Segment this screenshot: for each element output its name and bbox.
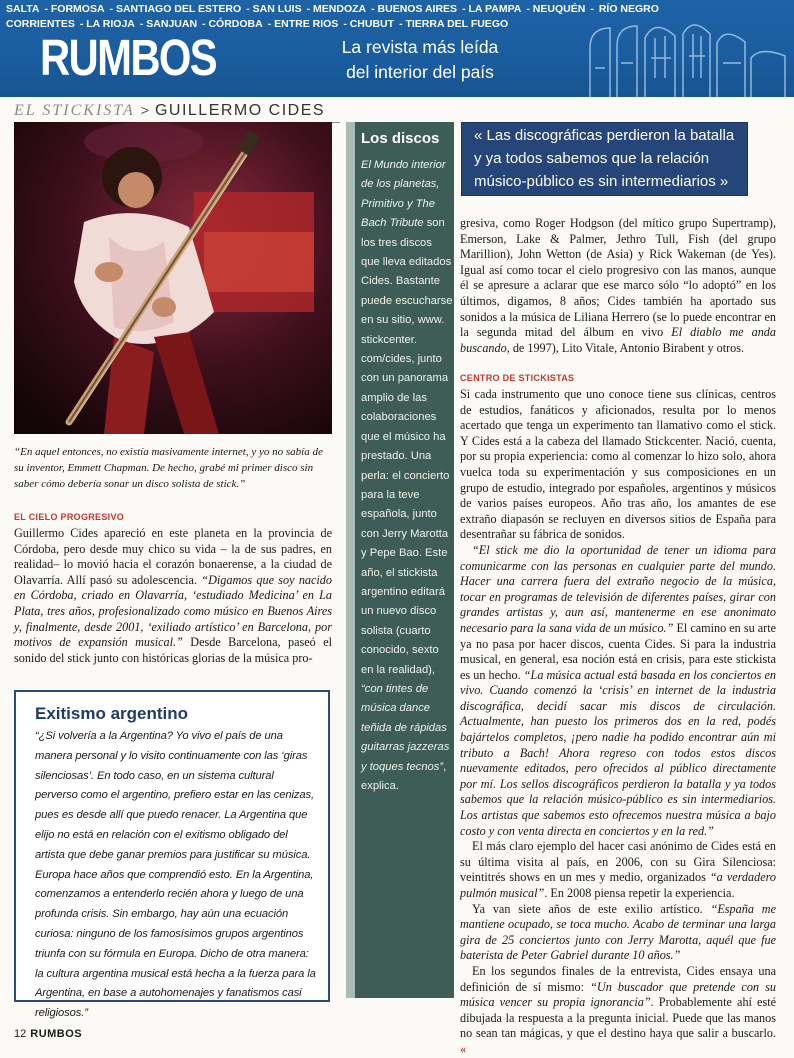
body-text: Guillermo Cides apareció en este planeta en la provincia de Córdoba, pero desde muy chico su vida – la de sus padres, en realidad– lo movió hacia el corazón bonaerense, a la ciudad de Olavarría. Allí pasó su adolescencia. [14, 526, 332, 587]
album-title: El diablo me anda buscando [460, 325, 776, 355]
discos-sidebar [346, 122, 454, 998]
pull-quote [461, 122, 748, 196]
province: RÍO NEGRO [598, 3, 659, 15]
body-text: , de 1997), Lito Vitale, Antonio Birabent y otros. [506, 340, 745, 355]
footer-magazine-name: RUMBOS [30, 1028, 83, 1040]
building-outline-graphic [585, 8, 794, 97]
section-byline [14, 102, 344, 122]
paragraph [460, 902, 776, 964]
province: CORRIENTES [6, 18, 75, 30]
musician-photo [14, 122, 332, 434]
article-title: GUILLERMO CIDES [154, 102, 326, 119]
tagline-line: La revista más leída [341, 37, 499, 57]
body-text: El camino en su arte ya no pasa por hacer discos, cuenta Cides. Si para la industria musical, en general, esa noción está en crisis, para este stickista es un hecho. [460, 620, 776, 682]
paragraph [460, 543, 776, 839]
paragraph [460, 964, 776, 1058]
province: - SANJUAN [139, 18, 198, 30]
chevron-right-icon: > [140, 102, 149, 118]
body-text: Ya van siete años de este exilio artístico. [472, 901, 711, 916]
province: - SAN LUIS [246, 3, 302, 15]
article-body [14, 526, 332, 666]
province: - [590, 3, 594, 15]
sidebar-title: Los discos [361, 130, 440, 147]
album-titles: El Mundo interior de los planetas, Primitivo y The Bach Tribute [361, 159, 446, 230]
box-title: Exitismo argentino [35, 704, 189, 723]
province: - TIERRA DEL FUEGO [399, 18, 509, 30]
province: - CÓRDOBA [202, 18, 263, 30]
province: - ENTRE RIOS [267, 18, 339, 30]
paragraph [460, 839, 776, 901]
quote-text: “El stick me dio la oportunidad de tener un idioma para comunicarme con las personas en cualquier parte del mundo. Hacer una carrera fuera del extraño negocio de la música, tocar en programas de televisión de diferentes países, girar con grandes artistas y, aun así, mantenerme en ese anonimato necesario para la sana vida de un músico.” [460, 542, 776, 635]
body-text: . En 2008 piensa repetir la experiencia. [544, 886, 735, 900]
province: - BUENOS AIRES [371, 3, 458, 15]
article-body [460, 387, 776, 1058]
section-label: EL STICKISTA [14, 102, 135, 119]
body-text: , explica. [361, 760, 447, 792]
province: - NEUQUÉN [526, 3, 586, 15]
section-heading: CENTRO DE STICKISTAS [460, 373, 575, 383]
body-text: . Probablemente ahí esté dibujada la respuesta a la pregunta inicial. Puede que las manos no sean tan mágicas, y que el destino haya que salir a buscarlo. [460, 995, 776, 1041]
masthead-banner [0, 0, 794, 97]
body-text: El más claro ejemplo del hacer casi anónimo de Cides está en su última visita al país, en 2006, con su Gira Silenciosa: veintitrés shows en un mes y medio, organizados [460, 839, 776, 885]
quote-text: “Un buscador que pretende con su música vencer su propia ignorancia” [460, 979, 776, 1010]
quote-text: “a verdadero pulmón musical” [460, 870, 777, 900]
article-body [460, 216, 776, 356]
province: - SANTIAGO DEL ESTERO [109, 3, 242, 15]
section-heading: EL CIELO PROGRESIVO [14, 512, 125, 522]
pull-quote-text: « Las discográficas perdieron la batalla y ya todos sabemos que la relación músico-público es sin intermediarios » [474, 127, 735, 190]
body-text: En los segundos finales de la entrevista, Cides ensaya una definición de sí mismo: [460, 963, 776, 994]
body-text: son los tres discos que lleva editados Cides. Bastante puede escucharse en su sitio, www. stickcenter. com/cides, junto con un panorama amplio de las colaboraciones que el músico ha prestado. Una perla: el concierto para la teve española, junto con Jerry Marotta y Pepe Bao. Este año, el stickista argentino editará un nuevo disco solista (cuarto conocido, sexto en la realidad), [361, 217, 453, 676]
province: SALTA [6, 3, 40, 15]
tagline [290, 35, 550, 85]
end-mark-icon: « [460, 1041, 467, 1056]
quote-text: “con tintes de música dance teñida de rápidas guitarras jazzeras y toques tecnos” [361, 682, 450, 773]
photo-caption: “En aquel entonces, no existía masivamente internet, y yo no sabía de su inventor, Emmett Chapman. De hecho, grabé mi primer disco sin saber cómo debería sonar un disco solista de stick.” [14, 446, 323, 490]
province: - CHUBUT [343, 18, 395, 30]
quote-text: “España me mantiene ocupado, se toca mucho. Acabo de terminar una larga gira de 25 conciertos junto con Jerry Marotta, aquél que fue baterista de Peter Gabriel durante 10 años.” [460, 901, 776, 963]
tagline-line: del interior del país [346, 62, 494, 82]
box-text: “¿Si volvería a la Argentina? Yo vivo el país de una manera personal y lo visito continuamente con las ‘giras silenciosas’. En todo caso, en un sistema cultural perverso como el argentino, prefiero estar en las cenizas, pues es desde allí que puedo renacer. La Argentina que elijo no está en relación con el exitismo obligado del artista que debe ganar premios para justificar su música. Europa hace años que comprendió esto. En la Argentina, comenzamos a entenderlo recién ahora y luego de una profunda crisis. Sin embargo, hay aún una ecuación curiosa: ninguno de los famosísimos grupos argentinos triunfa con su fórmula en Europa. Dicho de otra manera: la cultura argentina musical está hecha a la fuerza para la Argentina, en base a autohomenajes y fanatismos casi religiosos.” [35, 730, 316, 1020]
page-number: 12 [14, 1028, 27, 1040]
paragraph: Si cada instrumento que uno conoce tiene sus clínicas, centros de estudios, fanáticos y aficionados, resulta por lo menos acertado que tenga un experimento tan llamativo como el stick. Y Cides está a la cabeza del llamado Stickcenter. Nació, cuenta, por su propia experiencia: como al comenzar lo hizo solo, ahora vuelca toda su experimentación y sus composiciones en un grupo de estudio, integrado por españoles, argentinos y músicos de varios países europeos. Año tras año, los amantes de ese extraño diapasón se recluyen en diversos sitios de España para desentrañar su fábrica de sonidos. [460, 387, 776, 542]
quote-text: “Digamos que soy nacido en Córdoba, criado en Olavarría, ‘estudiado Medicina’ en La Plata, tres años, profesionalizado como músico en Buenos Aires y, finalmente, desde 2001, ‘exiliado artístico’ en Barcelona, por motivos de expansión musical.” [14, 572, 332, 650]
exitismo-box [14, 690, 330, 1020]
quote-text: “La música actual está basada en los conciertos en vivo. Cuando comenzó la ‘crisis’ en internet de la industria discográfica, decidí sacar mis discos de circulación. Actualmente, han puesto los primeros dos en la red, podés bajártelos completos, ¡pero nadie ha podido encontrar aún mi tributo a Bach! Ahora regreso con todos estos discos nuevamente editados, pero ofrecidos al público directamente por mí. Los sellos discográficos perdieron la batalla y ya todos sabemos que la relación músico-público es sin intermediarios. Los artistas que sabemos esto ofrecemos nuestra música a bajo costo y con venta directa en conciertos y en la red.” [460, 667, 776, 838]
sidebar-text [361, 156, 453, 796]
page-footer [14, 1028, 82, 1040]
province: - LA PAMPA [462, 3, 522, 15]
body-text: gresiva, como Roger Hodgson (del mítico grupo Supertramp), Emerson, Lake & Palmer, Jethro Tull, Fish (del grupo Marillion), John Wetton (de Asia) y Rick Wakeman (de Yes). Igual así como tocar el cielo progresivo con las manos, aunque él se apresure a aclarar que ese marco sólo “lo adoptó” en los últimos, digamos, 8 años; Cides también ha aportado sus sonidos a la música de Liliana Herrero (se lo puede encontrar en la segunda mitad del álbum en vivo [460, 216, 776, 340]
province: - MENDOZA [306, 3, 367, 15]
province: - FORMOSA [44, 3, 105, 15]
magazine-logo: RUMBOS [40, 29, 217, 86]
body-text: Desde Barcelona, paseó el sonido del stick junto con históricas glorias de la música pro- [14, 635, 332, 665]
province: - LA RIOJA [79, 18, 135, 30]
